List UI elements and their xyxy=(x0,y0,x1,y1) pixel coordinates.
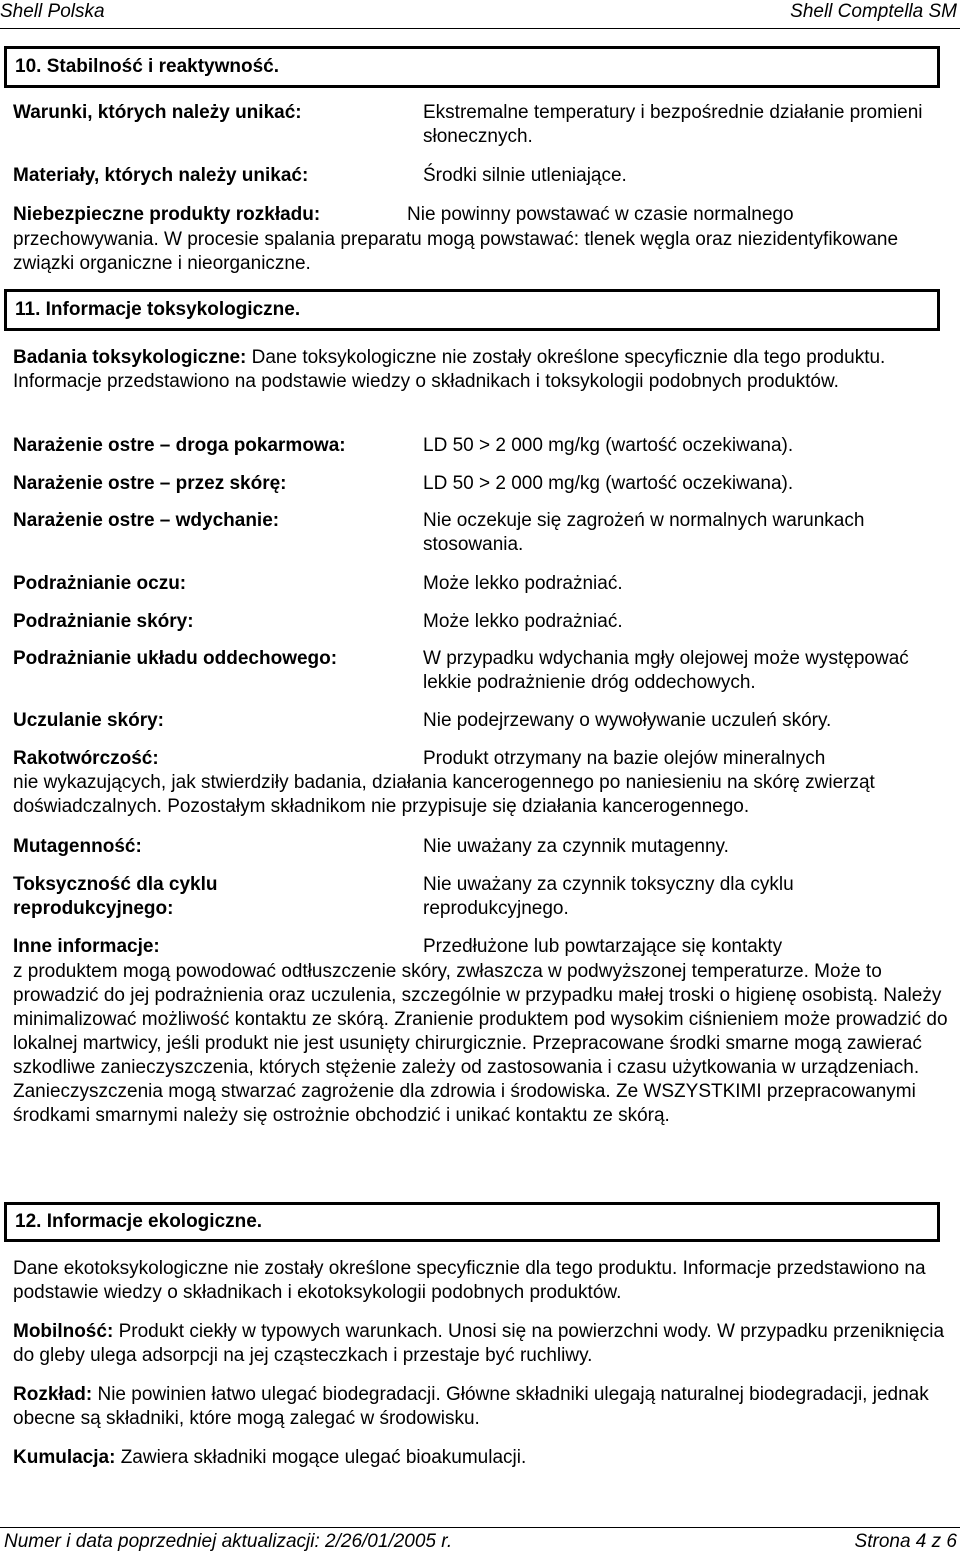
header-product: Shell Comptella SM xyxy=(790,1,957,22)
degradation-text: Nie powinien łatwo ulegać biodegradacji. Główne składniki ulegają naturalnej biodegradacji, jednak obecne są składniki, które mogą zalegać w środowisku. xyxy=(13,1384,929,1429)
avoid-materials-label: Materiały, których należy unikać: xyxy=(13,165,309,186)
accumulation-label: Kumulacja: xyxy=(13,1447,116,1468)
respiratory-irritation-label: Podrażnianie układu oddechowego: xyxy=(13,648,338,669)
mobility-label: Mobilność: xyxy=(13,1321,114,1342)
hazardous-products-text: przechowywania. W procesie spalania preparatu mogą powstawać: tlenek węgla oraz niezidentyfikowane związki organiczne i nieorganiczne. xyxy=(13,229,899,274)
section-11-heading xyxy=(4,289,940,331)
reproductive-toxicity-value: Nie uważany za czynnik toksyczny dla cyklu reprodukcyjnego. xyxy=(423,874,794,919)
carcinogenicity-label: Rakotwórczość: xyxy=(13,748,159,769)
section-10-title: 10. Stabilność i reaktywność. xyxy=(15,56,279,77)
section-12-heading xyxy=(4,1202,940,1242)
skin-irritation-label: Podrażnianie skóry: xyxy=(13,611,194,632)
carcinogenicity-text: nie wykazujących, jak stwierdziły badania, działania kancerogennego po naniesieniu na skórę zwierząt doświadczalnych. Pozostałym składnikom nie przypisuje się działania kancerogennego. xyxy=(13,772,875,817)
degradation-paragraph xyxy=(13,1383,953,1431)
hazardous-products-label: Niebezpieczne produkty rozkładu: xyxy=(13,204,321,225)
other-info-text: z produktem mogą powodować odtłuszczenie skóry, zwłaszcza w podwyższonej temperaturze. Może to prowadzić do jej podrażnienia oraz uczulenia, szczególnie w przypadku małej troski o higienę osobistą. Należy minimalizować możliwość kontaktu ze skórą. Zranienie produktem pod wysokim ciśnieniem może prowadzić do lokalnej martwicy, jeśli produkt nie jest usunięty chirurgicznie. Przepracowane środki smarne mogą zawierać szkodliwe zanieczyszczenia, których stężenie zależy od zastosowania i czasu użytkowania w urządzeniach. Zanieczyszczenia mogą stwarzać zagrożenie dla zdrowia i środowiska. Ze WSZYSTKIMI przepracowanymi środkami smarnymi należy się ostrożnie obchodzić i unikać kontaktu ze skórą. xyxy=(13,961,948,1126)
reproductive-toxicity-label: Toksyczność dla cyklu reprodukcyjnego: xyxy=(13,874,218,919)
skin-sensitization-label: Uczulanie skóry: xyxy=(13,710,164,731)
acute-inhalation-label: Narażenie ostre – wdychanie: xyxy=(13,510,280,531)
avoid-conditions-value: Ekstremalne temperatury i bezpośrednie działanie promieni słonecznych. xyxy=(423,102,923,147)
section-10-heading xyxy=(4,46,940,88)
degradation-label: Rozkład: xyxy=(13,1384,93,1405)
header-divider xyxy=(0,28,960,29)
accumulation-paragraph xyxy=(13,1446,953,1470)
tox-studies-paragraph xyxy=(13,346,953,394)
acute-oral-label: Narażenie ostre – droga pokarmowa: xyxy=(13,435,346,456)
tox-studies-text: Dane toksykologiczne nie zostały określone specyficznie dla tego produktu. Informacje przedstawiono na podstawie wiedzy o składnikach i toksykologii podobnych produktów. xyxy=(13,347,886,392)
mutagenicity-value: Nie uważany za czynnik mutagenny. xyxy=(423,836,729,857)
mutagenicity-label: Mutagenność: xyxy=(13,836,142,857)
eye-irritation-label: Podrażnianie oczu: xyxy=(13,573,187,594)
other-info-label: Inne informacje: xyxy=(13,936,160,957)
mobility-text: Produkt ciekły w typowych warunkach. Unosi się na powierzchni wody. W przypadku przeniknięcia do gleby ulega adsorpcji na jej cząsteczkach i przestaje być ruchliwy. xyxy=(13,1321,945,1366)
avoid-conditions-label: Warunki, których należy unikać: xyxy=(13,102,302,123)
acute-dermal-label: Narażenie ostre – przez skórę: xyxy=(13,473,287,494)
eye-irritation-value: Może lekko podrażniać. xyxy=(423,573,623,594)
hazardous-products-value: Nie powinny powstawać w czasie normalnego xyxy=(407,204,794,225)
accumulation-text: Zawiera składniki mogące ulegać bioakumulacji. xyxy=(120,1447,527,1468)
avoid-materials-value: Środki silnie utleniające. xyxy=(423,165,627,186)
carcinogenicity-value: Produkt otrzymany na bazie olejów mineralnych xyxy=(423,748,826,769)
footer-divider xyxy=(0,1527,960,1528)
skin-irritation-value: Może lekko podrażniać. xyxy=(423,611,623,632)
footer-page-number: Strona 4 z 6 xyxy=(854,1531,957,1552)
section-11-title: 11. Informacje toksykologiczne. xyxy=(15,299,301,320)
acute-inhalation-value: Nie oczekuje się zagrożeń w normalnych warunkach stosowania. xyxy=(423,510,865,555)
tox-studies-label: Badania toksykologiczne: xyxy=(13,347,247,368)
section-12-title: 12. Informacje ekologiczne. xyxy=(15,1211,263,1232)
footer-revision: Numer i data poprzedniej aktualizacji: 2/26/01/2005 r. xyxy=(4,1531,453,1552)
respiratory-irritation-value: W przypadku wdychania mgły olejowej może występować lekkie podrażnienie dróg oddechowych. xyxy=(423,648,909,693)
skin-sensitization-value: Nie podejrzewany o wywoływanie uczuleń skóry. xyxy=(423,710,832,731)
mobility-paragraph xyxy=(13,1320,953,1368)
eco-intro-text: Dane ekotoksykologiczne nie zostały określone specyficznie dla tego produktu. Informacje przedstawiono na podstawie wiedzy o składnikach i ekotoksykologii podobnych produktów. xyxy=(13,1258,926,1303)
acute-dermal-value: LD 50 > 2 000 mg/kg (wartość oczekiwana). xyxy=(423,473,794,494)
acute-oral-value: LD 50 > 2 000 mg/kg (wartość oczekiwana). xyxy=(423,435,794,456)
other-info-value: Przedłużone lub powtarzające się kontakty xyxy=(423,936,783,957)
header-company: Shell Polska xyxy=(0,1,105,22)
